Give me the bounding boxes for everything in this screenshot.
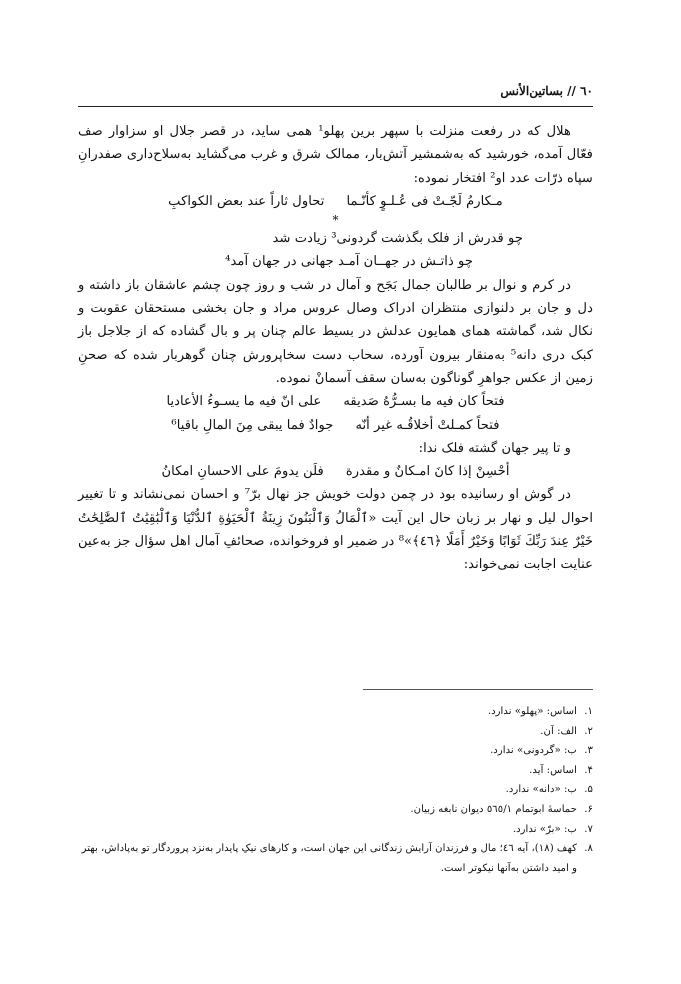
footnote-text: اساس: «پهلو» ندارد. — [487, 706, 577, 717]
arabic-verse-3 — [78, 414, 593, 437]
header-rule — [78, 106, 593, 107]
footnote-number: ۶. — [584, 803, 593, 815]
footnote-item — [78, 780, 593, 800]
footnote-number: ۷. — [584, 823, 593, 835]
footnote-number: ۱. — [584, 706, 593, 717]
footnotes-list — [78, 702, 593, 878]
footnote-number: ۲. — [584, 725, 593, 737]
book-page — [78, 0, 593, 984]
footnote-number: ۳. — [584, 745, 593, 757]
footnote-number: ۴. — [584, 764, 593, 776]
footnote-number: ۵. — [584, 784, 593, 796]
footnote-item — [78, 702, 593, 722]
footnote-text: ب: «برّ» ندارد. — [512, 823, 577, 835]
paragraph-1: هلال که در رفعت منزلت با سپهر برین پهلو¹ همی ساید، در قصر جلال او سزاوار صف فعّال آمده، خورشید که به‌شمشیر آتش‌بار، ممالک شرق و غرب می‌گشاید به‌سلاح‌داری صفدرانِ سپاه ذرّات عدد او² افتخار نموده: — [78, 124, 593, 186]
persian-verse-1 — [78, 227, 593, 250]
footnote-item — [78, 722, 593, 742]
footnote-item — [78, 839, 593, 878]
persian-verse-2 — [78, 250, 593, 273]
verse-1-hemistich-b: تحاول ثاراً عند بعض الکواکبِ — [168, 193, 325, 209]
footnote-number: ۸. — [584, 843, 593, 855]
paragraph-2: در کرم و نوال بر طالبان جمال بَجَح و آمال در شب و روز چون چشم عاشقان باز داشته و دل و جان بر دلنوازی منتظران ادراک وصال عروس مراد و جان بخشی مستحقان عقوبت و نکال شد، گماشته همای همایون عدلش در بسیط عالم چنان پر و بال گشاده که از جلاجل باز کبک دری دانه⁵ به‌منقار بیرون آورده، سحاب دست سخاپرورش چنان گوهربار شده که صحنِ زمین از عکس جواهرِ گوناگون به‌سان سقف آسمانْ نموده. — [78, 277, 593, 386]
arabic-verse-4 — [78, 460, 593, 483]
running-header: ٦٠ // بساتین‌الأنس — [500, 84, 593, 98]
footnote-text: کهف (١٨)، آیه ٤٦؛ مال و فرزندان آرایش زندگانی این جهان است، و کارهای نیکِ پایدار به‌نزد پروردگار تو به‌پاداش، بهتر و امید داشتن به‌آنها نیکوتر است. — [81, 843, 577, 874]
verse-2-hemistich-a: فتحاً کان فیه ما بسـرُّهُ صَدیقه — [343, 394, 505, 410]
footnote-item — [78, 820, 593, 840]
footnote-item — [78, 761, 593, 781]
footnote-item — [78, 800, 593, 820]
verse-3-hemistich-b: جوادٌ فما یبقی مِنَ المالِ باقیا⁶ — [171, 417, 334, 433]
paragraph-4: در گوش او رسانیده بود در چمن دولت خویش جز نهال برّ⁷ و احسان نمی‌نشاند و تا تغییر احوال لیل و نهار بر زبان حال این آیت «ٱلْمَالُ وَٱلْبَنُونَ زِينَةُ ٱلْحَيَوٰةِ ٱلدُّنْيَا وَٱلْبَٰقِيَٰتُ ٱلصَّٰلِحَٰتُ خَيْرٌ عِندَ رَبِّكَ ثَوَابًا وَخَيْرٌ أَمَلًا ﴿٤٦﴾»⁸ در ضمیر او فروخوانده، صحائفِ آمال اهل سؤال جز به‌عین عنایت اجابت نمی‌خواند: — [78, 487, 593, 573]
verse-3-hemistich-a: فتحاً کمـلتْ أخلاقُـه غیر أنّه — [355, 417, 500, 433]
footnote-text: ب: «گردونی» ندارد. — [490, 745, 577, 757]
footnote-text: الف: آن. — [540, 725, 577, 737]
footnote-rule — [363, 689, 593, 690]
footnote-text: حماسهٔ ابوتمام ٥٦٥/١ دیوان نابغه زبیان. — [410, 803, 577, 815]
persian-verse-1-text: چو قدرش از فلک بگذشت گردونی³ زیادت شد — [272, 231, 523, 247]
separator-star: * — [332, 213, 339, 228]
paragraph-3: و تا پیر جهان گشته فلک ندا: — [418, 440, 571, 456]
arabic-verse-1 — [78, 190, 593, 213]
footnote-text: ب: «دانه» ندارد. — [505, 784, 577, 796]
verse-2-hemistich-b: علی انّ فیه ما یسـوءُ الأعادیا — [166, 394, 322, 410]
verse-1-hemistich-a: مـکارمُ لَجّـتْ فی عُـلـوٍ کأنّـما — [346, 193, 503, 209]
footnote-text: اساس: آید. — [529, 764, 577, 776]
verse-4-hemistich-b: فلَن یدومَ علی الاحسانِ امکانُ — [161, 464, 324, 480]
arabic-verse-2 — [78, 390, 593, 413]
verse-4-hemistich-a: أحْسِنْ إذا کانَ امـکانٌ و مقدرة — [345, 464, 510, 480]
persian-verse-2-text: چو ذاتـش در جهــان آمـد جهانی در جهان آمد⁴ — [225, 254, 473, 270]
footnote-item — [78, 741, 593, 761]
main-text — [78, 120, 593, 577]
